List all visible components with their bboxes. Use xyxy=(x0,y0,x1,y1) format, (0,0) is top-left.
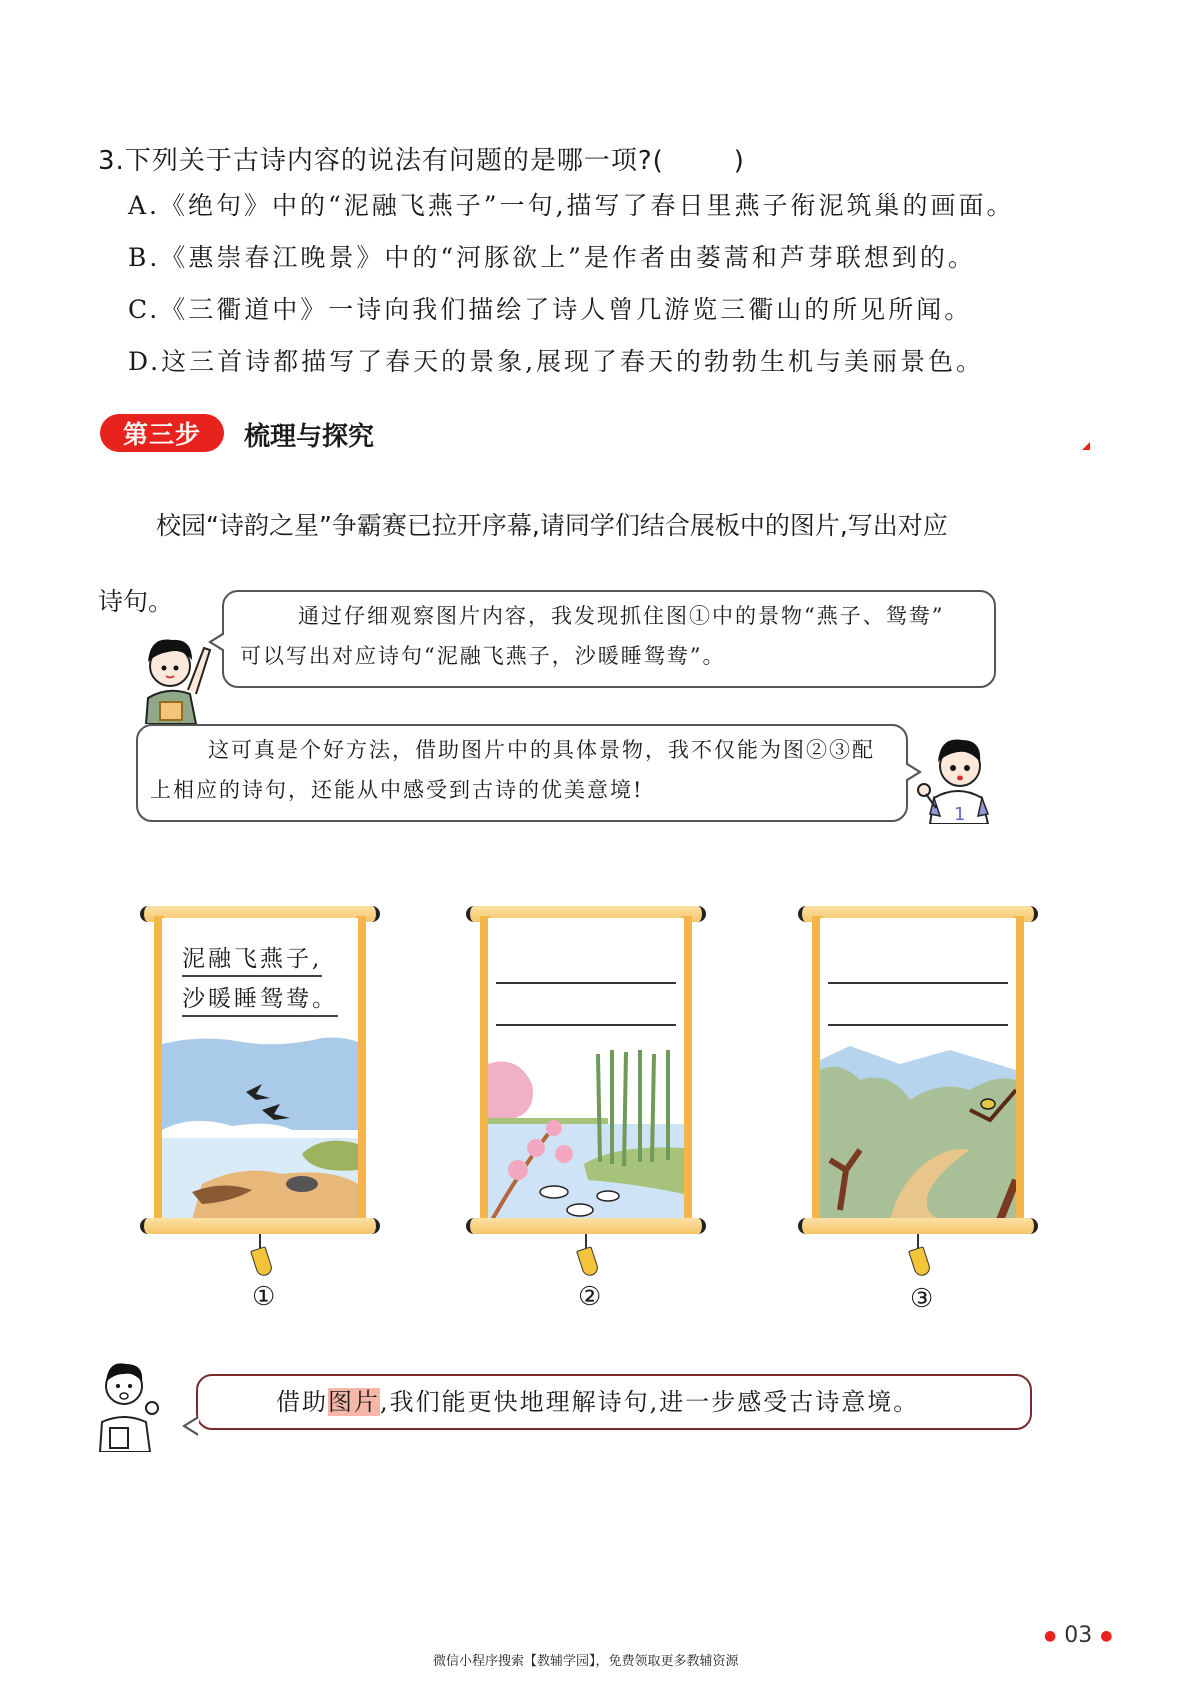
scroll-paper xyxy=(488,918,684,1220)
svg-text:1: 1 xyxy=(954,804,966,824)
scroll-paper xyxy=(820,918,1016,1220)
page-number: ● 03 ● xyxy=(1044,1623,1113,1648)
option-c: C.《三衢道中》一诗向我们描绘了诗人曾几游览三衢山的所见所闻。 xyxy=(128,295,973,324)
boy-fist-illustration xyxy=(96,1356,160,1452)
peach-bamboo-ducks-scene-image xyxy=(488,1044,684,1220)
scroll-paper xyxy=(162,918,358,1220)
option-b: B.《惠崇春江晚景》中的“河豚欲上”是作者由蒌蒿和芦芽联想到的。 xyxy=(128,243,976,272)
scroll-bottom-rod xyxy=(798,1218,1038,1234)
answer-line-1[interactable] xyxy=(828,982,1008,984)
speech-bubble-2: 这可真是个好方法，借助图片中的具体景物，我不仅能为图②③配 上相应的诗句，还能从中感受到古诗的优美意境! xyxy=(136,724,908,822)
boy-jersey-illustration xyxy=(916,728,1000,824)
dot-icon: ● xyxy=(1044,1628,1057,1644)
scroll-1 xyxy=(140,906,380,1236)
step-badge: 第三步 xyxy=(100,414,224,452)
summary-bubble: 借助图片,我们能更快地理解诗句,进一步感受古诗意境。 xyxy=(196,1374,1032,1430)
section-title: 梳理与探究 xyxy=(244,422,375,452)
answer-line-2[interactable] xyxy=(496,1024,676,1026)
question-3-title: 3.下列关于古诗内容的说法有问题的是哪一项?( ) xyxy=(98,146,745,176)
question-text: 下列关于古诗内容的说法有问题的是哪一项?( xyxy=(124,146,664,176)
answer-line-1[interactable] xyxy=(496,982,676,984)
poem-line: 泥融飞燕子, xyxy=(182,940,322,977)
option-a: A.《绝句》中的“泥融飞燕子”一句,描写了春日里燕子衔泥筑巢的画面。 xyxy=(128,191,1015,220)
answer-line-2[interactable] xyxy=(828,1024,1008,1026)
swallows-river-scene-image xyxy=(162,1034,358,1220)
footer-note: 微信小程序搜索【教辅学园】，免费领取更多教辅资源 xyxy=(433,1654,739,1669)
mountain-path-scene-image xyxy=(820,1040,1016,1220)
tassel-icon xyxy=(908,1246,932,1278)
speech-bubble-1: 通过仔细观察图片内容，我发现抓住图①中的景物“燕子、鸳鸯” 可以写出对应诗句“泥融飞燕子，沙暖睡鸳鸯”。 xyxy=(222,590,996,688)
scroll-2-number: ② xyxy=(578,1282,602,1312)
scroll-bottom-rod xyxy=(466,1218,706,1234)
scroll-3-number: ③ xyxy=(910,1284,934,1314)
task-instructions: 校园“诗韵之星”争霸赛已拉开序幕,请同学们结合展板中的图片,写出对应 诗句。 xyxy=(98,511,948,616)
dot-icon: ● xyxy=(1100,1628,1113,1644)
red-marker-icon xyxy=(1082,442,1090,450)
poem-line: 沙暖睡鸳鸯。 xyxy=(182,980,338,1017)
scroll-3 xyxy=(798,906,1038,1236)
boy-waving-illustration xyxy=(138,628,218,724)
scroll-bottom-rod xyxy=(140,1218,380,1234)
scroll-2 xyxy=(466,906,706,1236)
tassel-icon xyxy=(250,1246,274,1278)
tassel-icon xyxy=(576,1246,600,1278)
question-number: 3. xyxy=(98,146,125,176)
highlighted-keyword: 图片 xyxy=(328,1388,380,1416)
option-d: D.这三首诗都描写了春天的景象,展现了春天的勃勃生机与美丽景色。 xyxy=(128,347,985,376)
scroll-1-number: ① xyxy=(252,1282,276,1312)
